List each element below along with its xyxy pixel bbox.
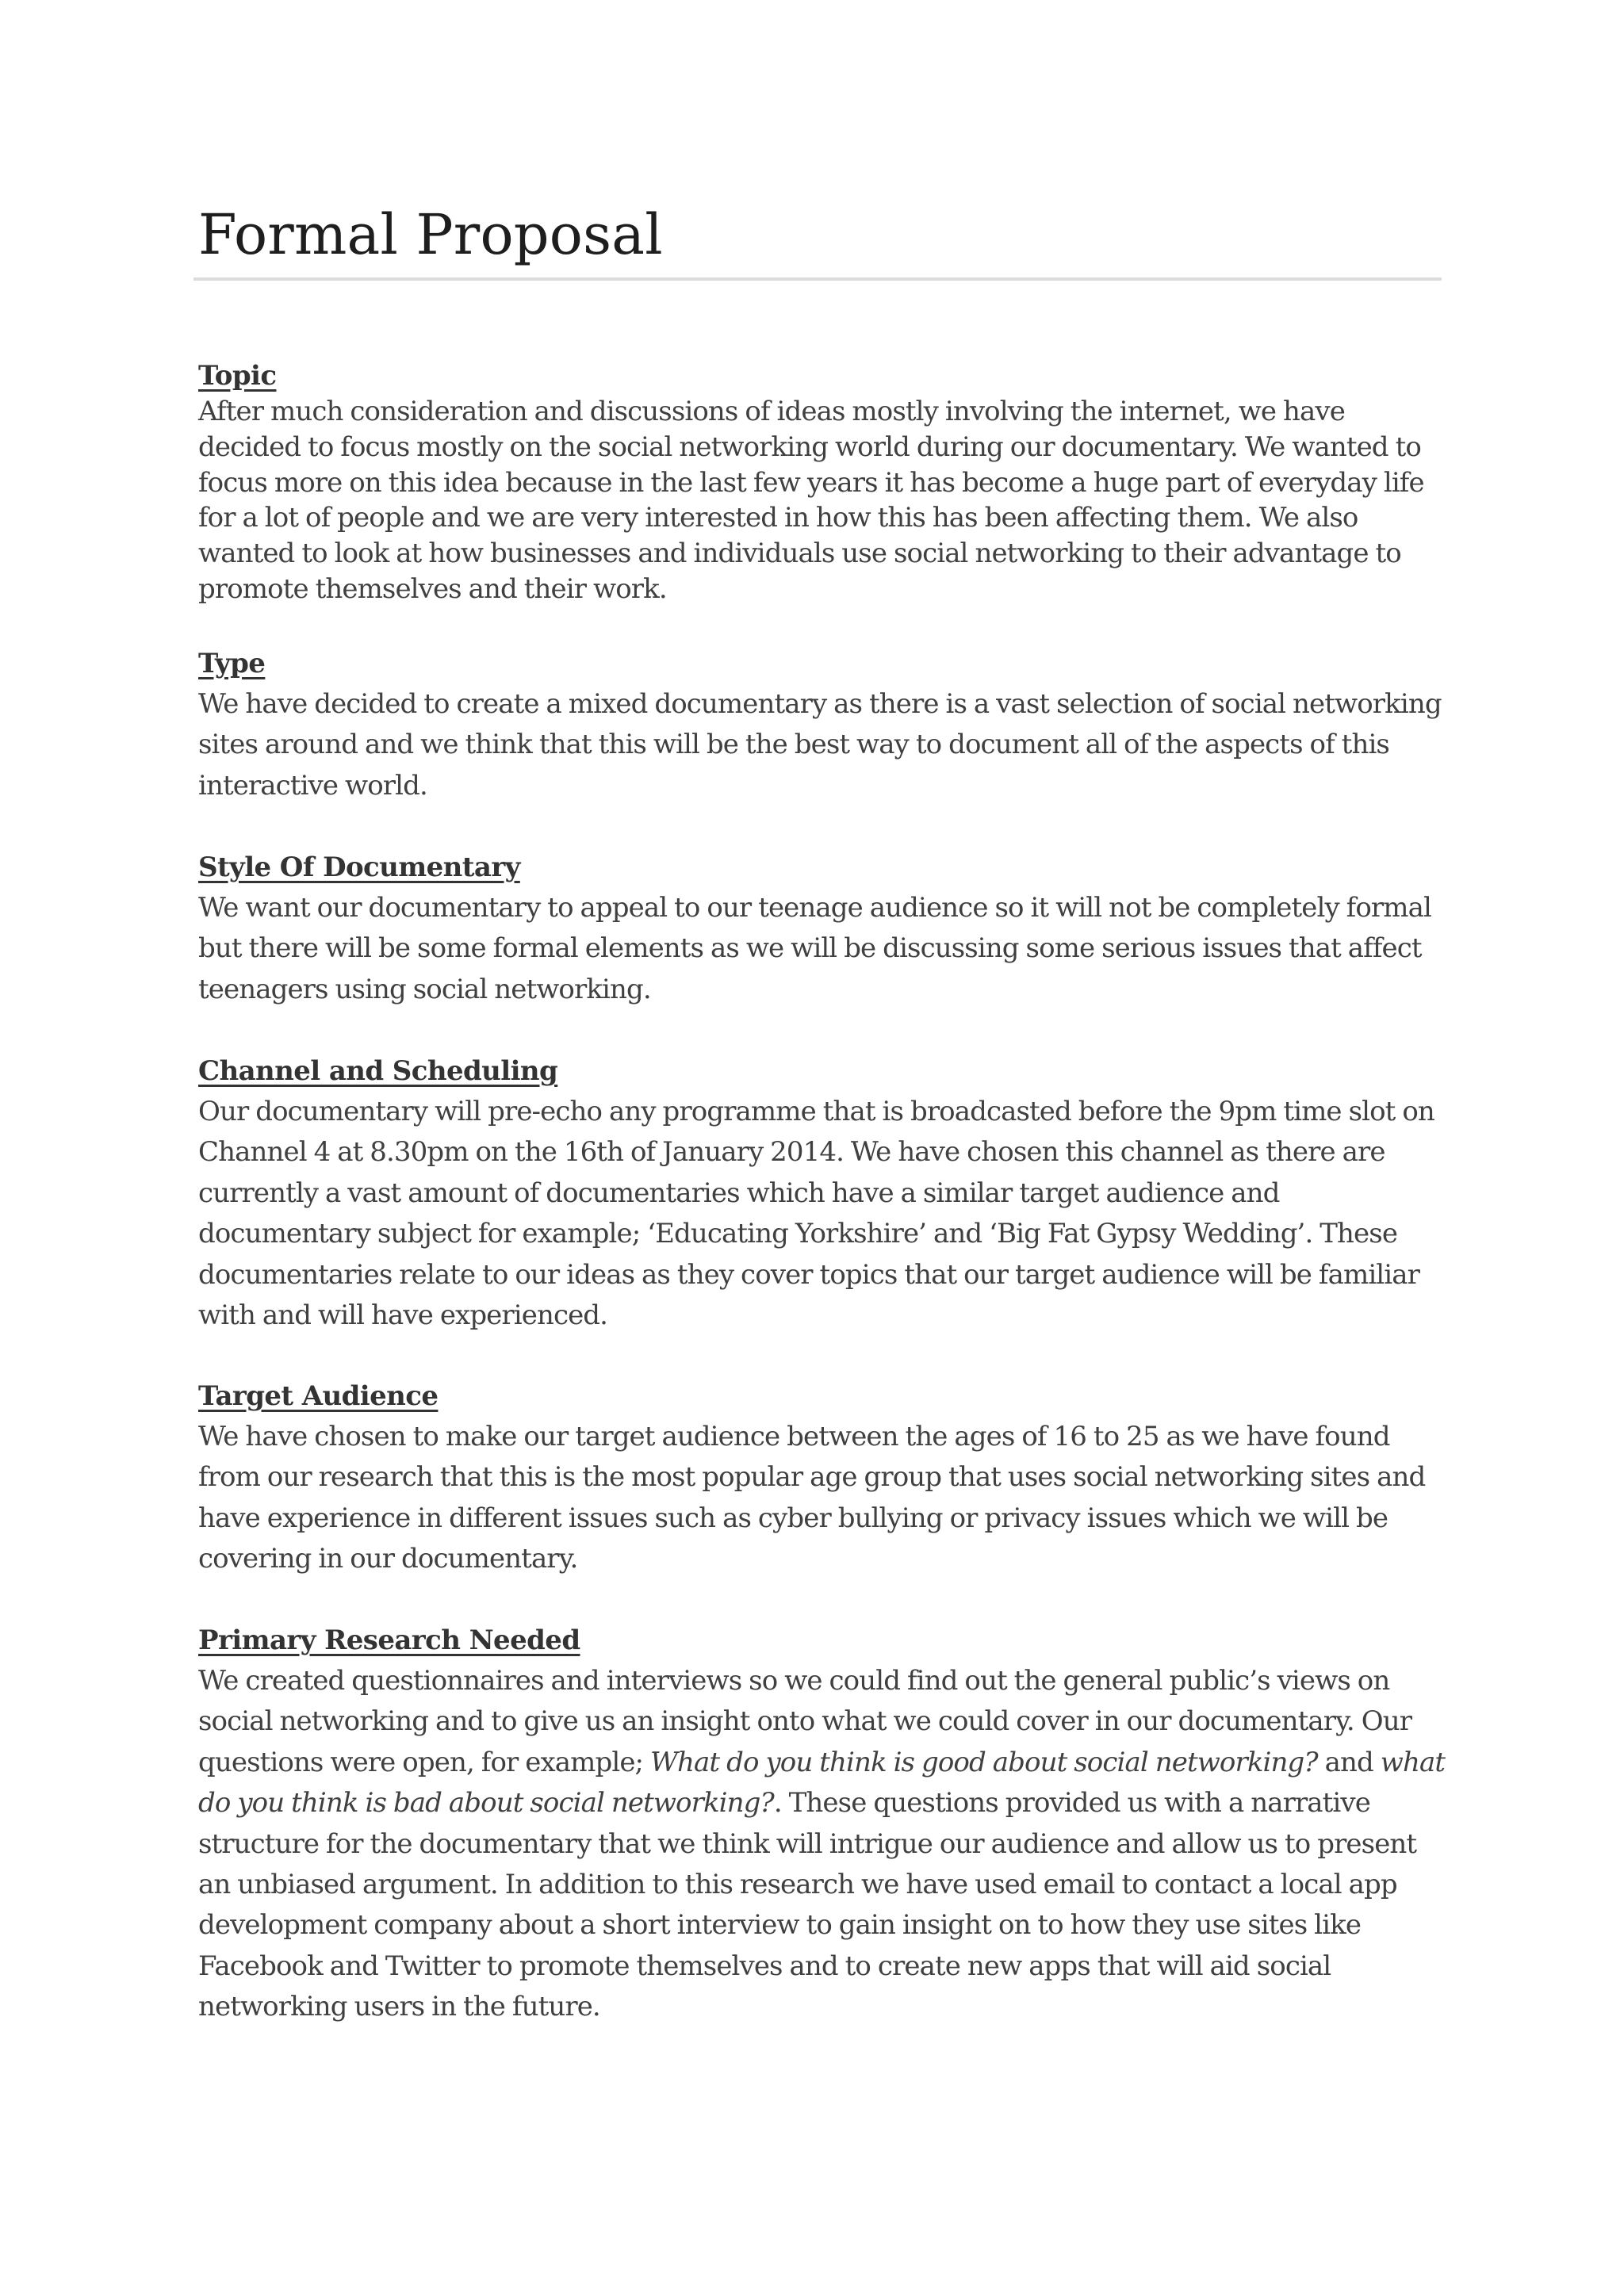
research-text-part2: and [1317, 1746, 1381, 1778]
section-style [198, 847, 1451, 1010]
section-heading-primary-research: Primary Research Needed [198, 1624, 580, 1656]
section-topic [198, 358, 1451, 607]
section-type [198, 643, 1451, 806]
section-heading-channel-scheduling: Channel and Scheduling [198, 1055, 558, 1087]
research-question-good: What do you think is good about social networking? [650, 1746, 1318, 1778]
title-divider [193, 277, 1442, 281]
section-text-style: We want our documentary to appeal to our teenage audience so it will not be completely formal but there will be some formal elements as we will be discussing some serious issues that affect teenagers using social networking. [198, 892, 1431, 1005]
research-text-part3: . These questions provided us with a narrative structure for the documentary that we think will intrigue our audience and allow us to present an unbiased argument. In addition to this research we have used email to contact a local app development company about a short interview to gain insight on to how they use sites like Facebook and Twitter to promote themselves and to create new apps that will aid social networking users in the future. [198, 1787, 1417, 2023]
section-text-target-audience: We have chosen to make our target audience between the ages of 16 to 25 as we have found from our research that this is the most popular age group that uses social networking sites and have experience in different issues such as cyber bullying or privacy issues which we will be covering in our documentary. [198, 1421, 1426, 1575]
section-text-channel-scheduling: Our documentary will pre-echo any programme that is broadcasted before the 9pm time slot on Channel 4 at 8.30pm on the 16th of January 2014. We have chosen this channel as there are currently a vast amount of documentaries which have a similar target audience and documentary subject for example; ‘Educating Yorkshire’ and ‘Big Fat Gypsy Wedding’. These documentaries relate to our ideas as they cover topics that our target audience will be familiar with and will have experienced. [198, 1096, 1434, 1332]
research-question-bad: what do you think is bad about social networking? [198, 1746, 1446, 1820]
section-heading-topic: Topic [198, 360, 277, 392]
section-heading-target-audience: Target Audience [198, 1380, 439, 1412]
page-title: Formal Proposal [198, 202, 663, 267]
section-channel-scheduling [198, 1050, 1451, 1336]
section-text-topic: After much consideration and discussions of ideas mostly involving the internet, we have decided to focus mostly on the social networking world during our documentary. We wanted to focus more on this idea because in the last few years it has become a huge part of everyday life for a lot of people and we are very interested in how this has been affecting them. We also wanted to look at how businesses and individuals use social networking to their advantage to promote themselves and their work. [198, 396, 1424, 605]
section-text-primary-research [198, 1661, 1451, 2028]
section-primary-research [198, 1620, 1451, 2028]
section-heading-style: Style Of Documentary [198, 851, 520, 883]
research-text-part1: We created questionnaires and interviews so we could find out the general public’s views on social networking and to give us an insight onto what we could cover in our documentary. Our questions were open, for example; [198, 1665, 1412, 1778]
section-heading-type: Type [198, 648, 266, 679]
section-text-type: We have decided to create a mixed documentary as there is a vast selection of social networking sites around and we think that this will be the best way to document all of the aspects of this interactive world. [198, 688, 1442, 802]
section-target-audience [198, 1376, 1451, 1580]
